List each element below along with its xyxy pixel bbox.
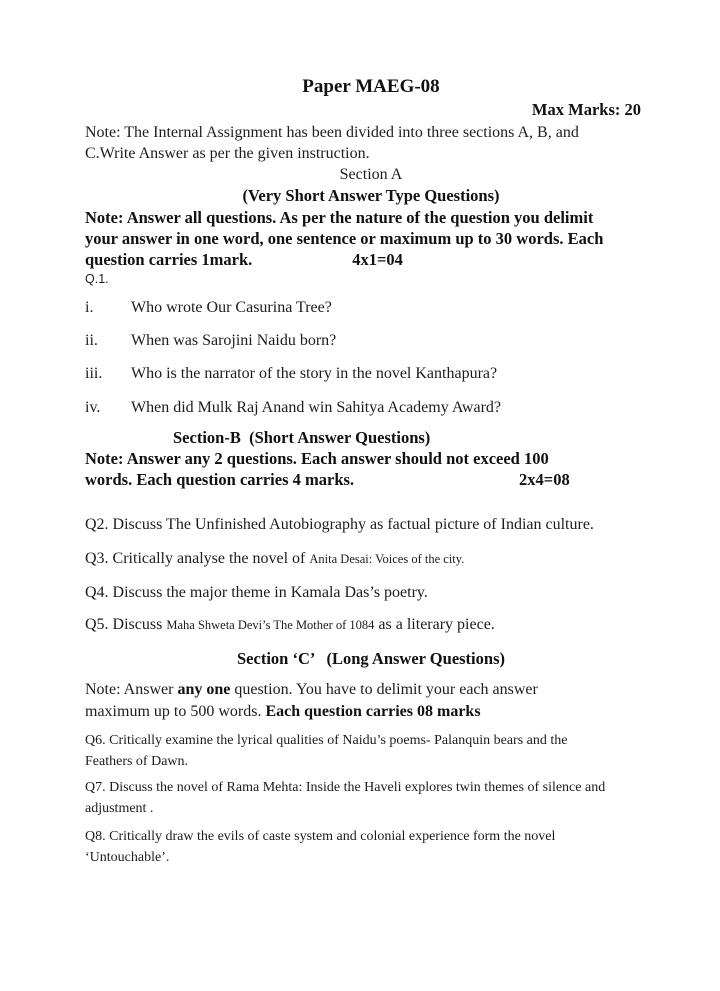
section-a-note <box>85 207 657 270</box>
q1-label: Q.1. <box>85 272 109 286</box>
intro-note <box>85 122 657 164</box>
question-q8-line: Q8. Critically draw the evils of caste system and colonial experience form the novel <box>85 829 556 844</box>
section-b-note-last: words. Each question carries 4 marks. <box>85 470 355 489</box>
list-item <box>85 331 657 351</box>
question-q6-line: Feathers of Dawn. <box>85 754 189 769</box>
section-c-note <box>85 679 657 723</box>
section-b-note-line <box>85 469 657 490</box>
section-c-note-p1: Note: Answer <box>85 681 178 698</box>
max-marks: Max Marks: 20 <box>531 100 641 119</box>
question-q5-main: Q5. Discuss <box>85 616 167 633</box>
section-a-note-line: your answer in one word, one sentence or maximum up to 30 words. Each <box>85 229 604 248</box>
list-item-numeral: iv. <box>85 399 101 416</box>
question-q5 <box>85 614 657 636</box>
question-q7-line: adjustment . <box>85 801 154 816</box>
page-title: Paper MAEG-08 <box>302 76 440 97</box>
question-q3-title: Anita Desai: Voices of the city. <box>309 552 465 566</box>
section-b-heading: Section-B (Short Answer Questions) <box>173 428 431 447</box>
intro-note-line: Note: The Internal Assignment has been divided into three sections A, B, and <box>85 124 579 141</box>
list-item <box>85 298 657 318</box>
question-q5-tail: as a literary piece. <box>374 616 495 633</box>
question-q7 <box>85 777 657 819</box>
list-item-numeral: ii. <box>85 332 98 349</box>
question-q8-line: ‘Untouchable’. <box>85 850 170 865</box>
section-c-note-p2: question. You have to delimit your each answer <box>230 681 538 698</box>
question-q3 <box>85 548 657 570</box>
question-q8 <box>85 826 657 868</box>
question-q2: Q2. Discuss The Unfinished Autobiography as factual picture of Indian culture. <box>85 516 594 533</box>
section-c-heading: Section ‘C’ (Long Answer Questions) <box>237 649 505 668</box>
list-item <box>85 398 657 418</box>
intro-note-line: C.Write Answer as per the given instruction. <box>85 145 370 162</box>
section-a-note-line: Note: Answer all questions. As per the nature of the question you delimit <box>85 208 594 227</box>
section-b-note <box>85 448 657 490</box>
list-item-text: Who is the narrator of the story in the novel Kanthapura? <box>131 365 498 382</box>
list-item-numeral: i. <box>85 299 94 316</box>
question-q6-line: Q6. Critically examine the lyrical qualities of Naidu’s poems- Palanquin bears and the <box>85 733 568 748</box>
section-b-marks: 2x4=08 <box>519 470 570 489</box>
section-a-note-last: question carries 1mark. <box>85 250 253 269</box>
section-a-marks: 4x1=04 <box>352 250 403 269</box>
list-item-text: Who wrote Our Casurina Tree? <box>131 299 332 316</box>
section-a-heading: Section A <box>339 166 403 183</box>
question-q6 <box>85 730 657 772</box>
question-q7-line: Q7. Discuss the novel of Rama Mehta: Inside the Haveli explores twin themes of silence and <box>85 780 606 795</box>
section-c-note-bold2: Each question carries 08 marks <box>265 703 481 720</box>
section-c-note-bold1: any one <box>177 681 231 698</box>
question-q3-main: Q3. Critically analyse the novel of <box>85 550 310 567</box>
section-c-note-line <box>85 679 657 701</box>
list-item-text: When was Sarojini Naidu born? <box>131 332 337 349</box>
section-c-note-p3: maximum up to 500 words. <box>85 703 266 720</box>
list-item-numeral: iii. <box>85 365 103 382</box>
list-item <box>85 364 657 384</box>
question-q4: Q4. Discuss the major theme in Kamala Das’s poetry. <box>85 584 428 601</box>
section-a-subheading: (Very Short Answer Type Questions) <box>242 186 500 205</box>
question-q5-title: Maha Shweta Devi’s The Mother of 1084 <box>166 618 375 632</box>
section-b-note-line: Note: Answer any 2 questions. Each answer should not exceed 100 <box>85 449 549 468</box>
list-item-text: When did Mulk Raj Anand win Sahitya Academy Award? <box>131 399 502 416</box>
section-a-note-line <box>85 249 657 270</box>
section-c-note-line <box>85 701 657 723</box>
